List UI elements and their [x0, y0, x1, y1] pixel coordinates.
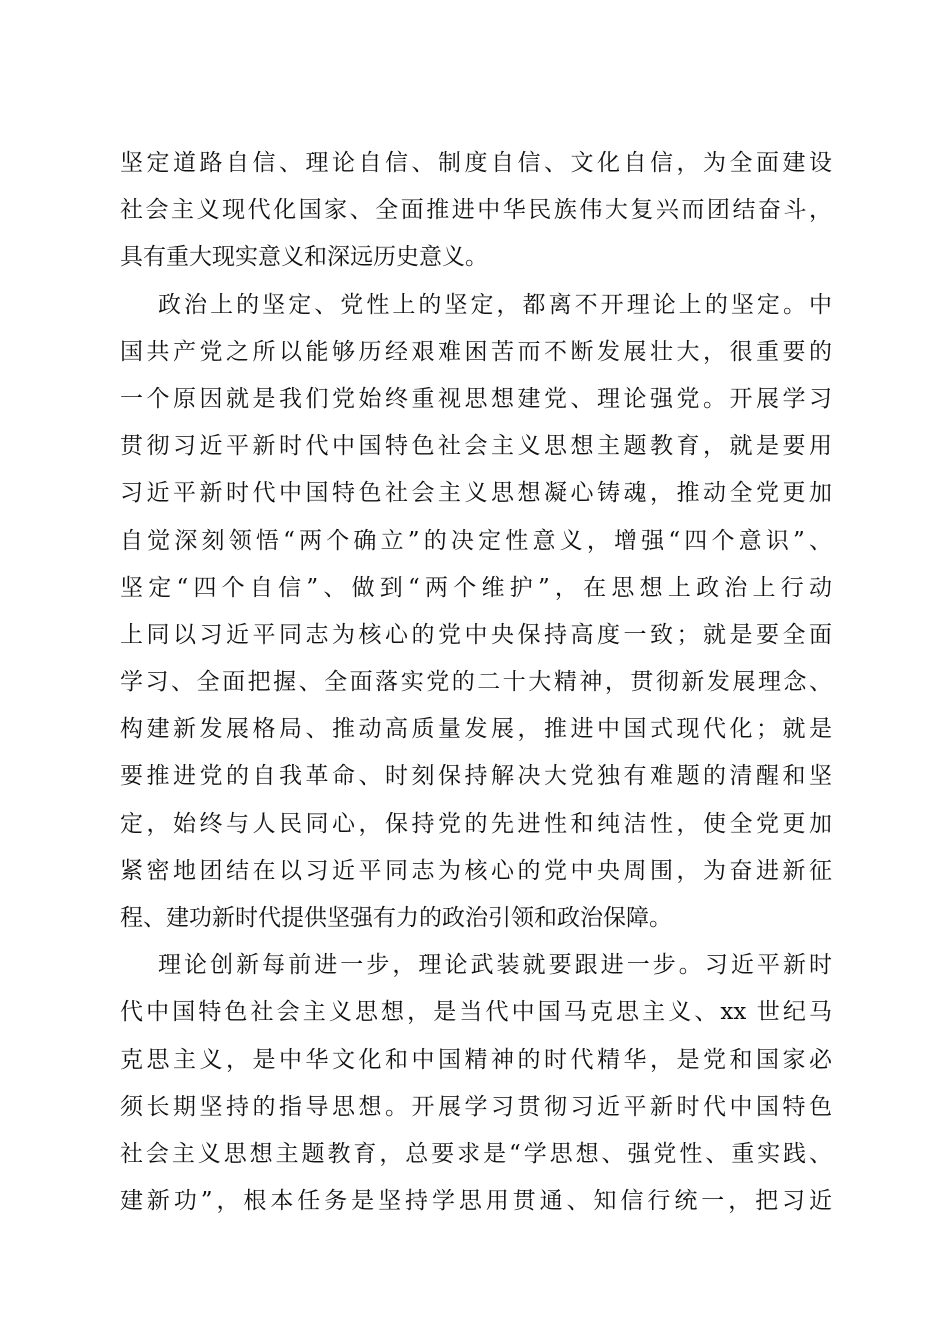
text-line: 上同以习近平同志为核心的党中央保持高度一致；就是要全面	[120, 621, 832, 648]
text-line: 建新功”，根本任务是坚持学思用贯通、知信行统一，把习近	[120, 1188, 832, 1215]
text-line: 具有重大现实意义和深远历史意义。	[120, 244, 488, 271]
text-line: 要推进党的自我革命、时刻保持解决大党独有难题的清醒和坚	[120, 763, 832, 790]
text-line: 国共产党之所以能够历经艰难困苦而不断发展壮大，很重要的	[120, 338, 832, 365]
text-line: 构建新发展格局、推动高质量发展，推进中国式现代化；就是	[120, 716, 832, 743]
text-line: 政治上的坚定、党性上的坚定，都离不开理论上的坚定。中	[158, 291, 832, 318]
text-line: 须长期坚持的指导思想。开展学习贯彻习近平新时代中国特色	[120, 1093, 832, 1120]
text-line: 紧密地团结在以习近平同志为核心的党中央周围，为奋进新征	[120, 857, 832, 884]
text-line: 习近平新时代中国特色社会主义思想凝心铸魂，推动全党更加	[120, 480, 832, 507]
paragraph-2	[120, 282, 832, 943]
text-line: 克思主义，是中华文化和中国精神的时代精华，是党和国家必	[120, 1046, 832, 1073]
text-line: 社会主义思想主题教育，总要求是“学思想、强党性、重实践、	[120, 1140, 832, 1167]
text-line: 学习、全面把握、全面落实党的二十大精神，贯彻新发展理念、	[120, 669, 832, 696]
text-line: 代中国特色社会主义思想，是当代中国马克思主义、xx 世纪马	[120, 999, 832, 1026]
paragraph-3	[120, 942, 832, 1225]
document-body	[120, 140, 832, 1225]
text-line: 定，始终与人民同心，保持党的先进性和纯洁性，使全党更加	[120, 810, 832, 837]
text-line: 程、建功新时代提供坚强有力的政治引领和政治保障。	[120, 905, 672, 931]
text-line: 坚定“四个自信”、做到“两个维护”，在思想上政治上行动	[120, 574, 832, 601]
text-line: 社会主义现代化国家、全面推进中华民族伟大复兴而团结奋斗，	[120, 197, 832, 224]
text-line: 自觉深刻领悟“两个确立”的决定性意义，增强“四个意识”、	[120, 527, 832, 554]
text-line: 理论创新每前进一步，理论武装就要跟进一步。习近平新时	[158, 952, 832, 979]
text-line: 坚定道路自信、理论自信、制度自信、文化自信，为全面建设	[120, 150, 832, 176]
text-line: 一个原因就是我们党始终重视思想建党、理论强党。开展学习	[120, 385, 832, 412]
text-line: 贯彻习近平新时代中国特色社会主义思想主题教育，就是要用	[120, 433, 832, 460]
paragraph-1	[120, 140, 832, 282]
